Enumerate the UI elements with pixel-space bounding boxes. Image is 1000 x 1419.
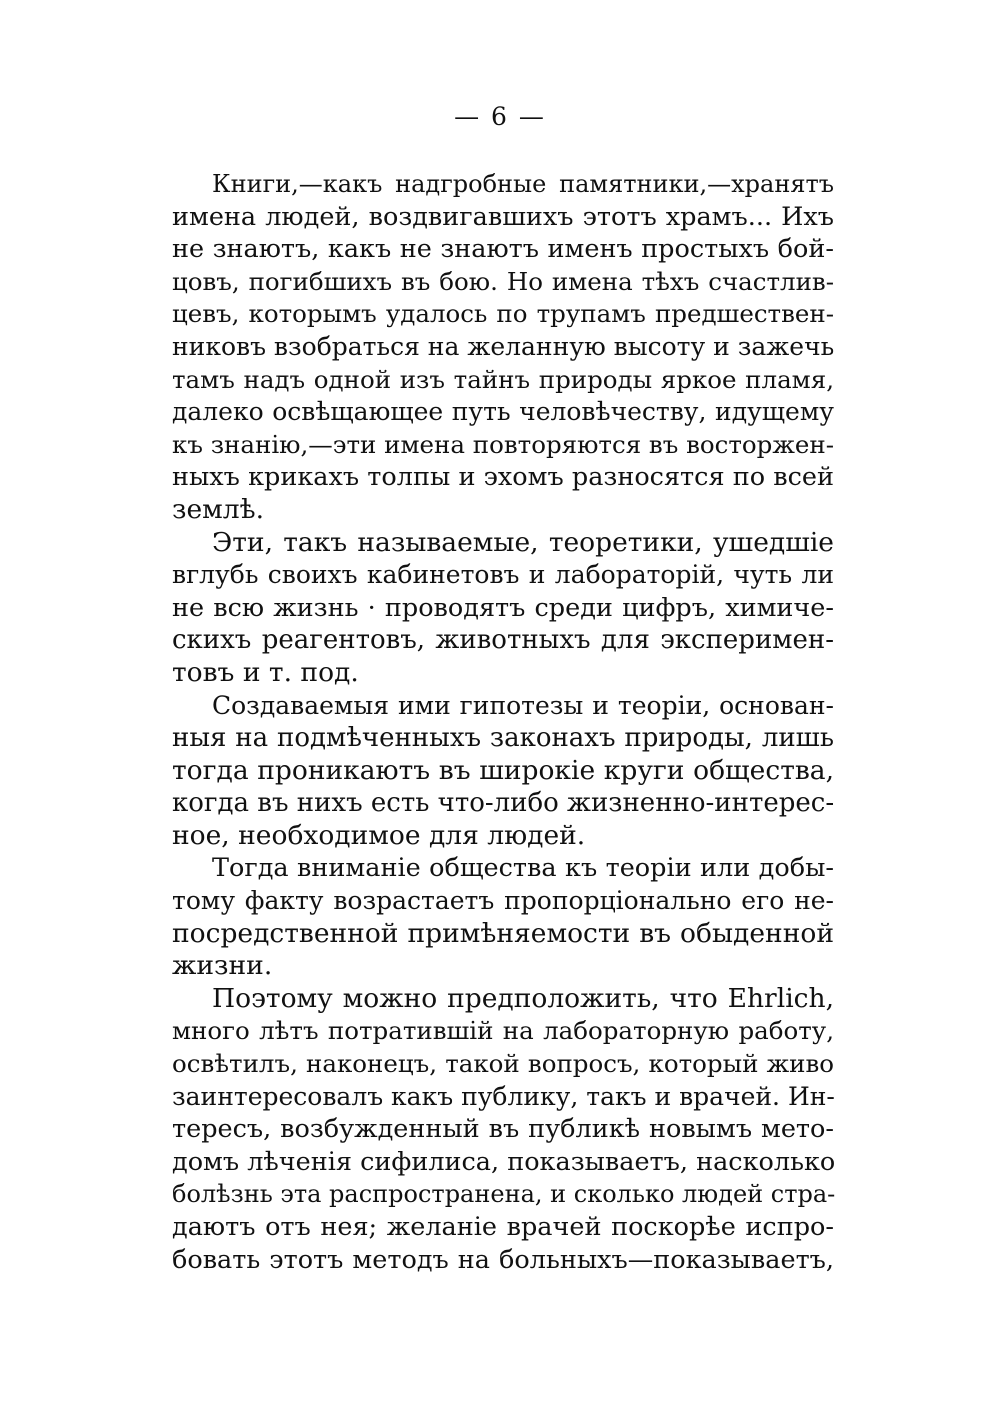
text-line: Тогда вниманіе общества къ теоріи или добы- (212, 853, 834, 884)
text-line: имена людей, воздвигавшихъ этотъ храмъ... Ихъ (172, 201, 834, 232)
text-line: Эти, такъ называемые, теоретики, ушедшіе (212, 526, 834, 558)
text-line: товъ и т. под. (172, 656, 359, 688)
paragraph-1 (172, 168, 834, 527)
body-text (172, 168, 834, 1276)
text-line: къ знанію,—эти имена повторяются въ восторжен- (172, 429, 835, 459)
text-line: цевъ, которымъ удалось по трупамъ предшествен- (172, 299, 834, 329)
paragraph-2 (172, 527, 834, 690)
text-line: цовъ, погибшихъ въ бою. Но имена тѣхъ счастлив- (172, 266, 834, 296)
text-line: болѣзнь эта распространена, и сколько людей стра- (172, 1180, 836, 1209)
text-line: посредственной примѣняемости въ обыденной (172, 917, 834, 949)
text-line: Создаваемыя ими гипотезы и теоріи, основан- (212, 690, 834, 720)
text-line: бовать этотъ методъ на больныхъ—показываетъ, (172, 1244, 834, 1275)
paragraph-4 (172, 852, 834, 982)
text-line: даютъ отъ нея; желаніе врачей поскорѣе испро- (172, 1212, 834, 1242)
text-line: Поэтому можно предположить, что Ehrlich, (212, 982, 834, 1014)
page-number: — 6 — (454, 102, 546, 131)
text-line: освѣтилъ, наконецъ, такой вопросъ, который живо (172, 1049, 834, 1079)
text-line: тогда проникаютъ въ широкіе круги общества, (172, 754, 834, 786)
text-line: домъ лѣченія сифилиса, показываетъ, насколько (172, 1146, 836, 1177)
text-line: заинтересовалъ какъ публику, такъ и врачей. Ин- (172, 1081, 835, 1111)
text-line: не знаютъ, какъ не знаютъ именъ простыхъ бой- (172, 234, 834, 265)
text-line: не всю жизнь · проводятъ среди цифръ, химиче- (172, 592, 834, 623)
text-line: тому факту возрастаетъ пропорціонально его не- (172, 886, 834, 916)
text-line: жизни. (172, 950, 273, 982)
text-line: много лѣтъ потратившій на лабораторную работу, (172, 1016, 834, 1046)
text-line: вглубь своихъ кабинетовъ и лабораторій, чуть ли (172, 560, 834, 590)
text-line: никовъ взобраться на желанную высоту и зажечь (172, 331, 835, 361)
paragraph-5 (172, 983, 834, 1276)
text-line: Книги,—какъ надгробные памятники,—хранятъ (212, 170, 834, 198)
text-line: ное, необходимое для людей. (172, 819, 586, 851)
text-line: далеко освѣщающее путь человѣчеству, идущему (172, 397, 834, 427)
paragraph-3 (172, 690, 834, 853)
text-line: землѣ. (172, 493, 264, 525)
text-line: скихъ реагентовъ, животныхъ для эксперимен- (172, 625, 834, 656)
text-line: тересъ, возбужденный въ публикѣ новымъ мето- (172, 1114, 834, 1145)
text-line: ныхъ крикахъ толпы и эхомъ разносятся по всей (172, 462, 834, 493)
text-line: тамъ надъ одной изъ тайнъ природы яркое пламя, (172, 364, 834, 394)
text-line: ныя на подмѣченныхъ законахъ природы, лишь (172, 723, 834, 754)
text-line: когда въ нихъ есть что-либо жизненно-интерес- (172, 788, 835, 819)
